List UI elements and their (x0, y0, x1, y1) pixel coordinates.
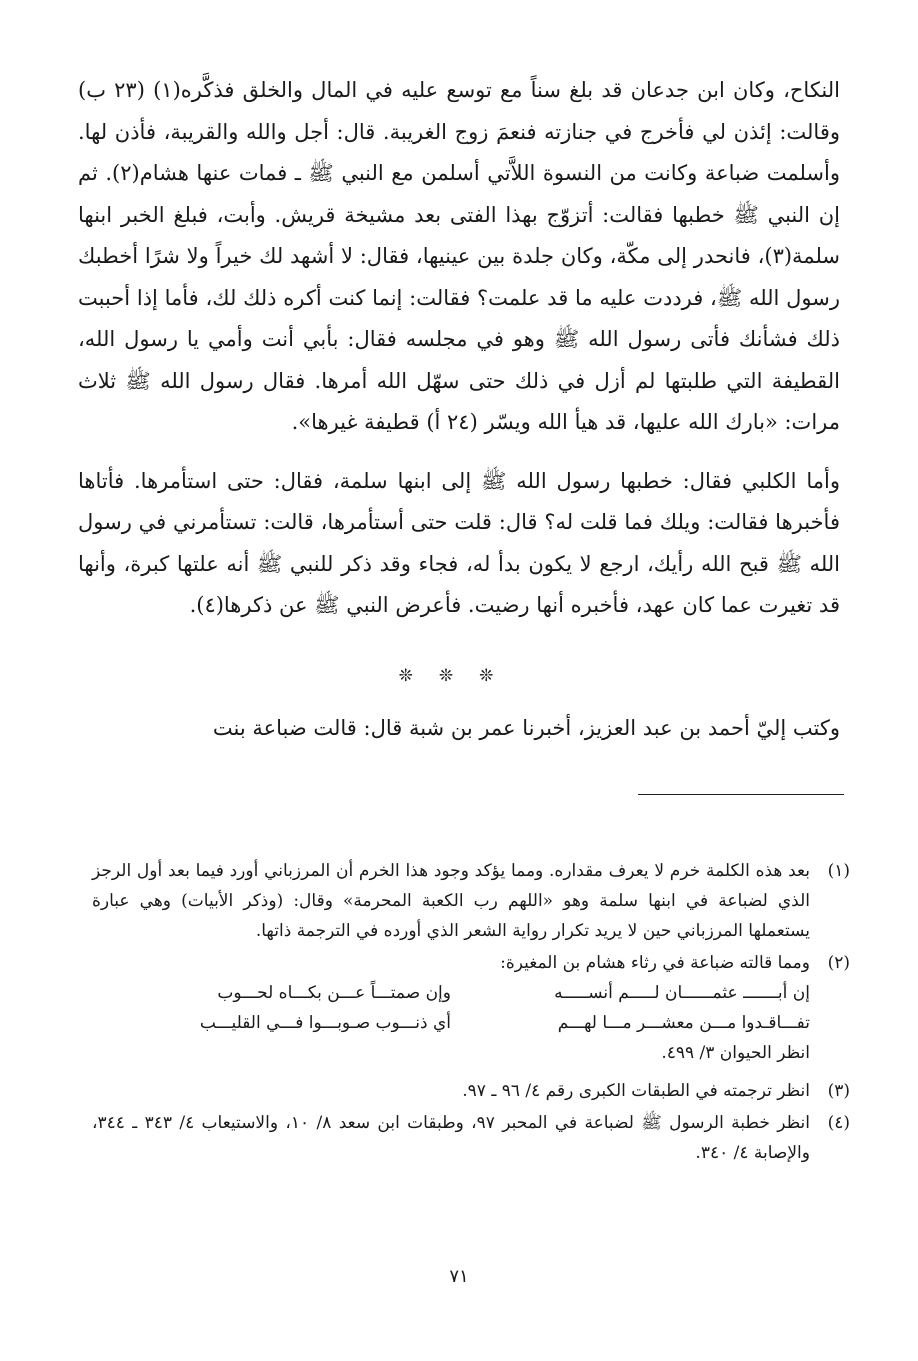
verse-first-hemistich: إن أبـــــــ عثمــــــان لـــــم أنســـــه (554, 983, 810, 1003)
poem-verse (92, 1008, 810, 1038)
footnote-text: ومما قالته ضباعة في رثاء هشام بن المغيرة: (500, 953, 810, 973)
footnote-2 (92, 948, 850, 978)
paragraph: وأما الكلبي فقال: خطبها رسول الله ﷺ إلى ابنها سلمة، فقال: حتى استأمرها. فأتاها فأخبرها فقالت: ويلك فما قلت له؟ قال: قلت حتى أستأمرها، قالت: تستأمرني في رسول الله ﷺ قبح الله رأيك، ارجع لا يكون بدأ له، فجاء وقد ذكر للنبي ﷺ أنه علتها كبرة، وأنها قد تغيرت عما كان عهد، فأخبره أنها رضيت. فأعرض النبي ﷺ عن ذكرها(٤). (78, 468, 840, 617)
footnote-number: (٢) (827, 953, 850, 973)
reference-text: انظر الحيوان ٣/ ٤٩٩. (661, 1043, 810, 1063)
footnote-number: (١) (827, 861, 850, 881)
paragraph: النكاح، وكان ابن جدعان قد بلغ سناً مع توسع عليه في المال والخلق فذكَّره(١) (٢٣ ب) وقالت: إئذن لي فأخرج في جنازته فنعمَ زوج الغريبة. قال: أجل والله والقريبة، فأذن لها. وأسلمت ضباعة وكانت من النسوة اللاَّتي أسلمن مع النبي ﷺ ـ فمات عنها هشام(٢). ثم إن النبي ﷺ خطبها فقالت: أتزوّج بهذا الفتى بعد مشيخة قريش. وأبت، فبلغ الخبر ابنها سلمة(٣)، فانحدر إلى مكّة، وكان جلدة بين عينيها، فقال: لا أشهد لك خيراً ولا شرًا أخطبك رسول الله ﷺ، فرددت عليه ما قد علمت؟ فقالت: إنما كنت أكره ذلك لك، فأما إذا أحببت ذلك فشأنك فأتى رسول الله ﷺ وهو في مجلسه فقال: بأبي أنت وأمي يا رسول الله، القطيفة التي طلبتها لم أزل في ذلك حتى سهّل الله أمرها. فقال رسول الله ﷺ ثلاث مرات: «بارك الله عليها، قد هيأ الله ويسّر (٢٤ أ) قطيفة غيرها». (78, 78, 841, 434)
verse-first-hemistich: تفـــاقـدوا مـــن معشـــر مـــا لهـــم (557, 1013, 810, 1033)
verse-second-hemistich: وإن صمتـــاً عـــن بكـــاه لحـــوب (217, 983, 451, 1003)
footnote-4 (92, 1108, 850, 1168)
footnotes (92, 856, 850, 1168)
footnote-text: انظر ترجمته في الطبقات الكبرى رقم ٤/ ٩٦ ـ ٩٧. (462, 1081, 810, 1101)
page-number: ٧١ (449, 1266, 469, 1287)
main-text (78, 70, 840, 627)
poem-verse (92, 978, 810, 1008)
footnote-text: بعد هذه الكلمة خرم لا يعرف مقداره. ومما يؤكد وجود هذا الخرم أن المرزباني أورد فيما بعد أول الرجز الذي لضباعة في ابنها سلمة وهو «اللهم رب الكعبة المحرمة» وقال: (وذكر الأبيات) وهي عبارة يستعملها المرزباني حين لا يريد تكرار رواية الشعر الذي أورده في الترجمة ذاتها. (92, 861, 810, 941)
footnote-1 (92, 856, 850, 946)
verse-second-hemistich: أي ذنـــوب صـوبـــوا فـــي القليـــب (199, 1013, 451, 1033)
footnote-divider (638, 794, 844, 795)
section-separator: ❊❊❊ (398, 666, 520, 686)
footnote-number: (٤) (827, 1113, 850, 1133)
footnote-text: انظر خطبة الرسول ﷺ لضباعة في المحبر ٩٧، وطبقات ابن سعد ٨/ ١٠، والاستيعاب ٤/ ٣٤٣ ـ ٣٤٤، والإصابة ٤/ ٣٤٠. (92, 1113, 810, 1163)
continuation-line: وكتب إليّ أحمد بن عبد العزيز، أخبرنا عمر بن شبة قال: قالت ضباعة بنت (212, 716, 840, 740)
footnote-reference (92, 1038, 810, 1068)
footnote-3 (92, 1076, 850, 1106)
footnote-number: (٣) (827, 1081, 850, 1101)
